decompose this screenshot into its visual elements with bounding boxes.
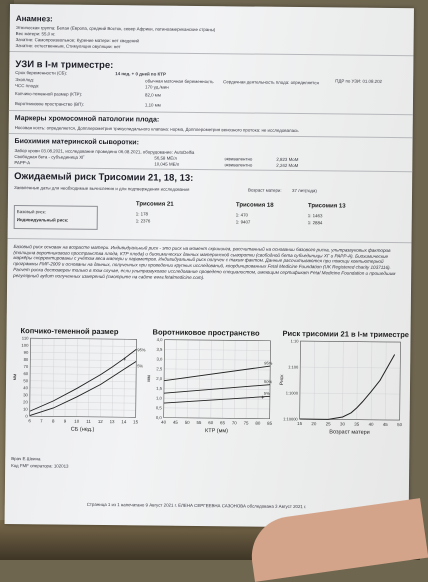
x-tick-label: 20	[311, 421, 317, 427]
gridline	[89, 339, 90, 417]
x-tick-label: 11	[86, 418, 91, 424]
gridline	[164, 408, 270, 409]
risk-base-value: 1: 1463	[307, 213, 323, 219]
y-axis-label: мм	[13, 373, 19, 381]
uzi-row-value: 1,10 мм	[144, 102, 161, 108]
anamnesis-line: Вес матери: 55,0 кг.	[15, 31, 56, 37]
anamnesis-title: Анамнез:	[15, 14, 53, 24]
divider	[8, 238, 412, 243]
percentile-label: 5%	[137, 363, 144, 369]
y-tick-label: 4,0	[156, 337, 163, 343]
gridline	[77, 339, 78, 417]
x-tick-label: 12	[97, 418, 103, 424]
gridline	[343, 342, 344, 420]
gridline	[164, 349, 270, 350]
y-tick-label: 1:1000	[285, 390, 298, 396]
gridline	[164, 359, 270, 360]
risk-base-value: 1: 178	[135, 211, 149, 217]
x-tick-label: 30	[340, 421, 345, 427]
anamnesis-line: Зачатие: Самопроизвольное; Курение матери: нет сведений	[15, 37, 140, 44]
y-tick-label: 100	[21, 342, 29, 348]
nt-chart-title: Воротниковое пространство	[152, 327, 260, 338]
biochem-row-mom-value: 2,242 МоМ	[276, 162, 299, 169]
uzi-row-value: обычная маточная беременность	[145, 78, 214, 85]
gridline	[30, 367, 136, 368]
uzi-row-label: Копчико-теменной размер (КТР):	[15, 91, 83, 97]
anamnesis-line: Зачатие: естественным, Стимуляция овуляции: нет	[15, 43, 121, 50]
percentile-label: 95%	[264, 360, 273, 366]
gridline	[30, 345, 136, 346]
x-tick-label: 7	[40, 418, 43, 424]
percentile-label: 5%	[263, 390, 270, 396]
gridline	[328, 341, 329, 419]
percentile-line	[164, 384, 270, 395]
risk-individual-value: 1: 2884	[307, 220, 323, 226]
y-tick-label: 1:10000	[283, 416, 298, 422]
gridline	[164, 369, 270, 370]
biochem-row-mom-label: эквивалентно	[224, 156, 253, 162]
x-tick-label: 70	[231, 420, 237, 426]
gridline	[30, 360, 136, 361]
y-tick-label: 40	[23, 385, 29, 391]
mother-age-value: 37 лет(года)	[292, 187, 317, 194]
explanation-paragraph: Базовый риск основан на возрасте матери. Индивидуальный риск - это риск на момент скрининга, рассчитанный на основании базового риска, ультразвуковых факторов (толщина воротникового пространства плода, КТР плода) и биохимических данных материнской сыворотки (свободной бета субъединицы ХГ и PAPP-A). Биохимические маркёры скорректированы с учётом веса матери и параметров. Индивидуальный риск получен с таким фактом. Данные рассчитываются при помощи компьютерной программы FMF-2009 и основаны на данных, полученных при проведении крупных исследований, координированных Fetal Medicine Foundation (UK Registered charity 1037116). Расчет риска достоверен только в том случае, если ультразвуковое исследование проведено специалистом, имеющим сертификат Fetal Medicine Foundation и прошедшим регулярный аудит полученных измерений (смотрите на сайте www.fetalmedicine.com).	[13, 244, 396, 280]
x-tick-label: 45	[382, 421, 388, 427]
percentile-label: 95%	[137, 347, 146, 353]
biochem-sample-line: Забор крови 03.08.2021, исследование проведено 06.08.2021, оборудование: AutoDelfia	[14, 148, 195, 155]
x-tick-label: 8	[51, 418, 55, 424]
gridline	[41, 338, 42, 416]
gridline	[112, 339, 113, 417]
nt-chart	[143, 335, 276, 436]
gridline	[30, 381, 136, 382]
y-tick-label: 1:10	[290, 338, 299, 344]
risk-chart-title: Риск трисомии 21 в I-м триместре	[282, 328, 410, 340]
uzi-row-value: 14 нед. + 0 дней по КТР	[115, 71, 166, 77]
y-tick-label: 1,0	[156, 395, 162, 401]
uzi-row-label: Воротниковое пространство (ВП):	[14, 101, 84, 107]
y-tick-label: 30	[23, 392, 28, 398]
y-tick-label: 110	[21, 335, 29, 341]
y-tick-label: 10	[23, 406, 28, 412]
percentile-line	[164, 395, 270, 404]
y-tick-label: 2,5	[156, 366, 163, 372]
y-axis-label: Риск	[280, 374, 286, 386]
measurement-point: +	[261, 395, 265, 402]
y-tick-label: 3,5	[156, 346, 163, 352]
plot-frame	[30, 338, 137, 417]
risk-chart	[277, 337, 406, 438]
x-tick-label: 35	[354, 421, 360, 427]
y-tick-label: 0,5	[155, 405, 162, 411]
x-tick-label: 6	[28, 418, 31, 424]
y-tick-label: 60	[23, 371, 29, 377]
percentile-label: 50%	[264, 379, 273, 385]
x-tick-label: 80	[255, 420, 261, 426]
mother-age-label: Возраст матери:	[248, 187, 282, 193]
biochem-row-label: PAPP-A	[14, 160, 31, 166]
x-axis-label: СБ (нед.)	[70, 426, 95, 433]
gridline	[30, 352, 136, 353]
uzi-title: УЗИ в I-м триместре:	[15, 59, 114, 72]
y-tick-label: 1,5	[156, 385, 163, 391]
uzi-row-label: Срок беременности (СБ):	[15, 70, 68, 76]
x-axis-label: Возраст матери	[329, 429, 370, 436]
x-tick-label: 40	[368, 421, 374, 427]
biochem-row-value: 56,58 МЕ/л	[154, 155, 177, 161]
x-axis-label: КТР (мм)	[205, 428, 229, 435]
risk-column-title: Трисомия 21	[135, 201, 174, 208]
risk-individual-value: 1: 9407	[235, 219, 251, 225]
x-tick-label: 85	[267, 420, 273, 426]
y-axis-label: мм	[147, 375, 153, 382]
gridline	[164, 398, 270, 399]
x-tick-label: 65	[220, 420, 225, 426]
doctor-name: Врач Е.Шеина	[11, 456, 41, 462]
x-tick-label: 75	[243, 420, 249, 426]
biochem-title: Биохимия материнской сыворотки:	[14, 138, 139, 147]
biochem-row-mom-value: 2,823 МоМ	[276, 156, 299, 163]
y-tick-label: 50	[23, 378, 29, 384]
biochem-row-label: Свободная бета - субъединица ХГ	[14, 154, 85, 160]
risk-subtitle: Заявленные даты для необходимые вычисления и для подтверждения исследования	[14, 185, 190, 192]
x-tick-label: 60	[208, 420, 214, 426]
x-tick-label: 55	[196, 419, 202, 426]
y-tick-label: 70	[23, 364, 29, 370]
x-tick-label: 14	[121, 419, 127, 425]
risk-column-title: Трисомия 13	[307, 203, 346, 210]
risk-base-value: 1: 470	[235, 212, 249, 218]
y-tick-label: 0,0	[155, 415, 162, 421]
biochem-row-value: 10,045 МЕ/л	[154, 161, 180, 167]
gridline	[371, 342, 372, 420]
uzi-side-note: ПДР по УЗИ: 01.08.202	[335, 78, 383, 84]
crl-chart-title: Копчико-теменной размер	[20, 326, 119, 337]
y-tick-label: 80	[23, 356, 29, 362]
gridline	[30, 395, 136, 396]
individual-risk-label: Индивидуальный риск:	[16, 217, 69, 223]
x-tick-label: 15	[297, 421, 303, 427]
uzi-row-value: 170 уд./мин	[145, 84, 169, 90]
anamnesis-line: Этническая группа: Белая (Европа, средний Восток, север Африки, латиноамериканские страны)	[15, 25, 216, 33]
x-tick-label: 25	[325, 421, 331, 427]
divider	[9, 133, 413, 138]
base-risk-label: Базовый риск:	[16, 209, 46, 215]
fmf-operator-code: Код FMF оператора: 102013	[11, 463, 69, 469]
x-tick-label: 50	[184, 419, 190, 425]
y-tick-label: 20	[23, 399, 28, 405]
uzi-row-label: Эхоплод:	[15, 77, 35, 83]
x-tick-label: 15	[133, 419, 139, 425]
divider	[9, 110, 413, 115]
gridline	[124, 339, 125, 417]
crl-chart	[9, 334, 146, 435]
gridline	[300, 393, 400, 394]
x-tick-label: 10	[74, 418, 80, 424]
gridline	[300, 367, 400, 368]
page-footer: Страница 1 из 1 напечатано 9 Август 2021 г. ЕЛЕНА СЕРГЕЕВНА САЗОНОВА обследована 3 Август 2021 г.	[86, 501, 307, 510]
y-tick-label: 3,0	[156, 356, 163, 362]
x-tick-label: 40	[161, 419, 167, 425]
x-tick-label: 50	[397, 422, 403, 428]
gridline	[30, 402, 136, 403]
risk-individual-value: 1: 2376	[135, 218, 151, 224]
gridline	[30, 388, 136, 389]
biochem-row-mom-label: эквивалентно	[224, 162, 253, 168]
uzi-row-extra: Сердечная деятельность плода: определяется	[223, 79, 319, 86]
markers-text: Носовая кость: определяется, Допплерометрия трикуспидального клапана: норма, Допплерометрия венозного протока: не исследовалась	[14, 125, 299, 134]
gridline	[100, 339, 101, 417]
divider	[9, 51, 413, 56]
gridline	[385, 342, 386, 420]
x-tick-label: 45	[172, 419, 178, 425]
y-tick-label: 1:100	[288, 364, 299, 370]
gridline	[53, 338, 54, 416]
x-tick-label: 13	[109, 419, 115, 425]
measurement-point: +	[122, 357, 127, 364]
risk-title: Ожидаемый риск Трисомии 21, 18, 13:	[14, 171, 194, 184]
y-tick-label: 2,0	[156, 376, 163, 382]
y-tick-label: 90	[23, 349, 29, 355]
risk-column-title: Трисомия 18	[235, 202, 274, 209]
markers-title: Маркеры хромосомной патологии плода:	[14, 115, 160, 124]
gridline	[65, 339, 66, 417]
uzi-row-label: ЧСС плода:	[15, 83, 40, 89]
document-sheet	[5, 4, 414, 528]
uzi-row-value: 82,0 мм	[145, 92, 161, 98]
gridline	[30, 374, 136, 375]
y-tick-label: 0	[25, 413, 28, 419]
risk-labels-box	[14, 205, 98, 230]
gridline	[314, 341, 315, 419]
x-tick-label: 9	[63, 418, 67, 424]
